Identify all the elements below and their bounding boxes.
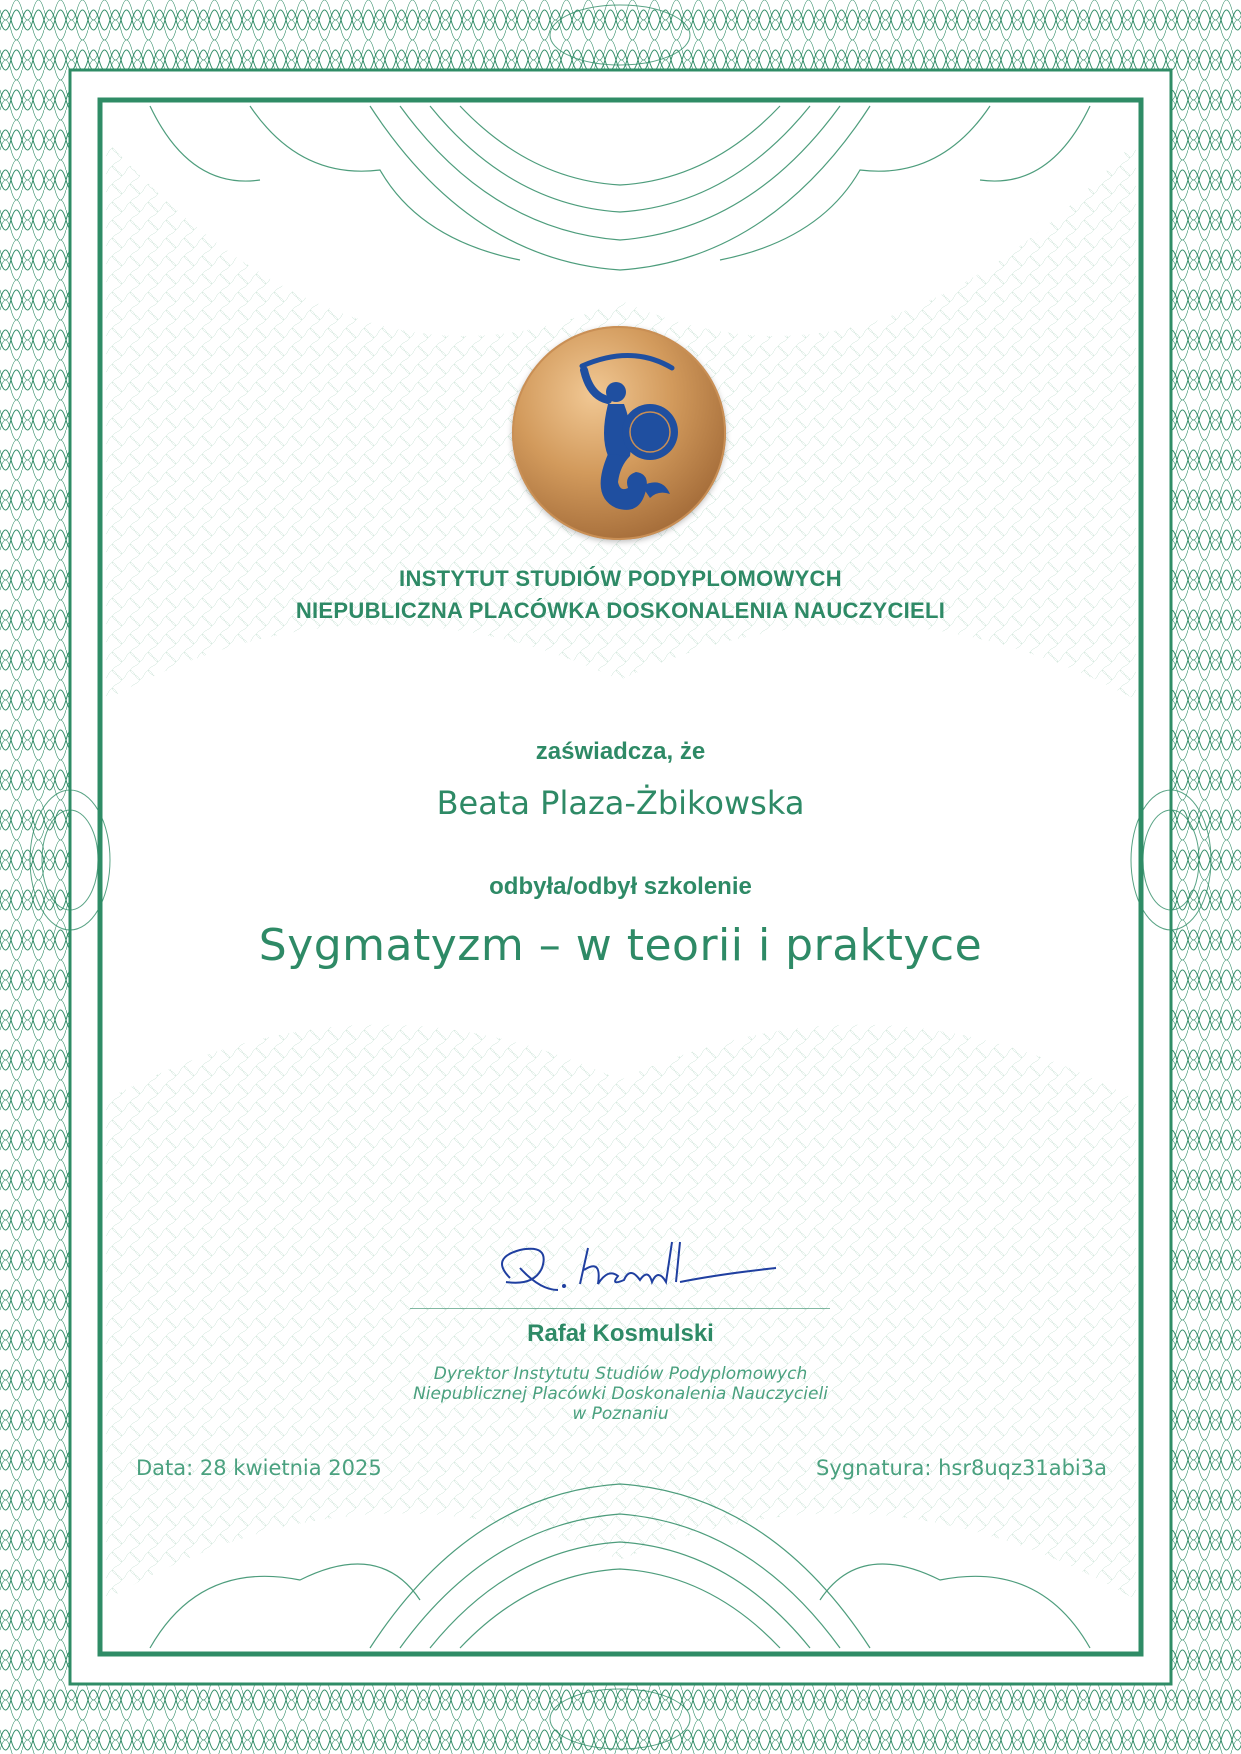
- course-title: Sygmatyzm – w teorii i praktyce: [258, 920, 983, 971]
- recipient-name: Beata Plaza-Żbikowska: [436, 784, 805, 822]
- certificate-signature-code: Sygnatura: hsr8uqz31abi3a: [816, 1456, 1107, 1480]
- institute-name-line1: INSTYTUT STUDIÓW PODYPLOMOWYCH: [399, 566, 842, 591]
- institute-name-line2: NIEPUBLICZNA PLACÓWKA DOSKONALENIA NAUCZYCIELI: [295, 598, 946, 623]
- signer-name: Rafał Kosmulski: [527, 1320, 714, 1347]
- signer-role-line2: Niepublicznej Placówki Doskonalenia Nauczycieli: [413, 1384, 828, 1404]
- handwritten-signature: [480, 1228, 780, 1308]
- signer-role-line1: Dyrektor Instytutu Studiów Podyplomowych: [433, 1364, 808, 1384]
- institute-logo-medal: [512, 326, 726, 540]
- completed-label: odbyła/odbył szkolenie: [489, 873, 752, 900]
- signer-role-line3: w Poznaniu: [572, 1404, 669, 1424]
- mermaid-with-sword-and-shield-icon: [512, 326, 726, 540]
- signature-line: [410, 1308, 830, 1309]
- certifies-label: zaświadcza, że: [535, 738, 706, 765]
- certificate-date: Data: 28 kwietnia 2025: [136, 1456, 382, 1480]
